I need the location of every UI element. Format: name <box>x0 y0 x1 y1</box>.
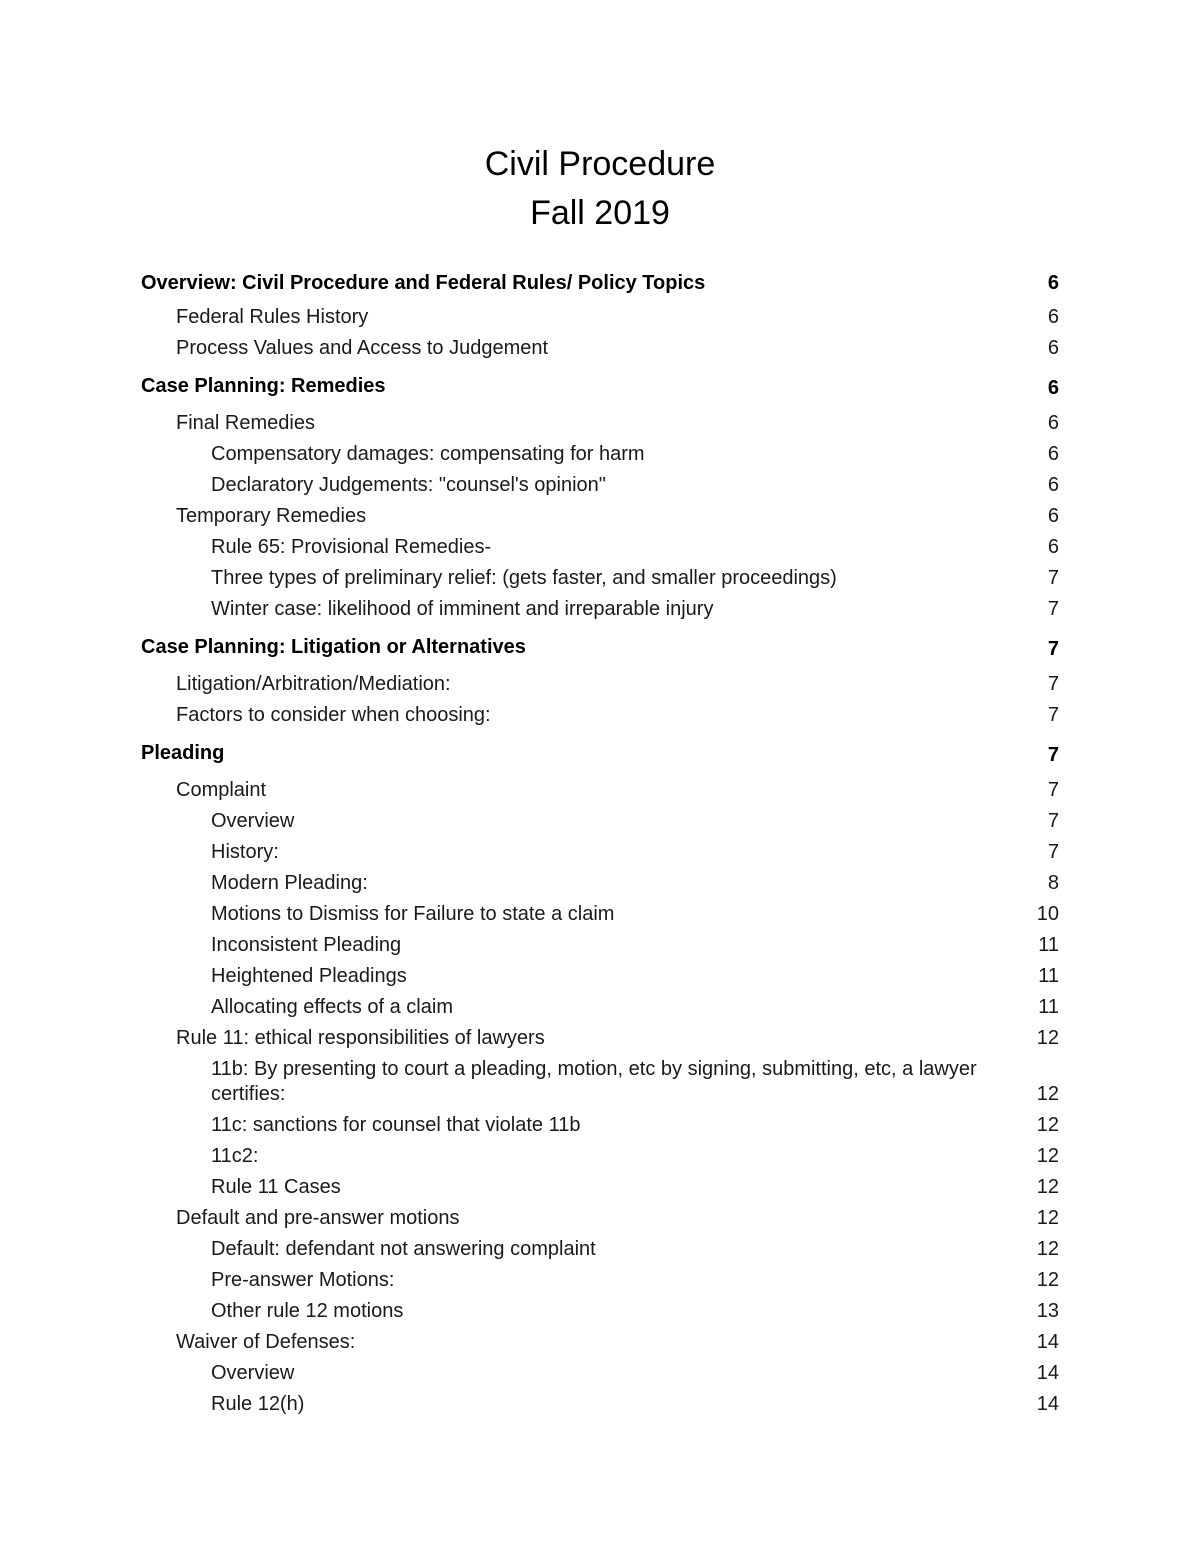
toc-entry[interactable] <box>141 837 1059 868</box>
toc-entry-title[interactable]: Inconsistent Pleading <box>211 934 402 956</box>
toc-entry-title[interactable]: Case Planning: Litigation or Alternatives <box>141 636 526 658</box>
toc-entry-page-number[interactable]: 6 <box>1047 272 1059 294</box>
toc-entry-title[interactable]: Rule 12(h) <box>211 1393 305 1415</box>
toc-entry-page-number[interactable]: 7 <box>1047 841 1059 863</box>
toc-entry-page-number[interactable]: 6 <box>1047 536 1059 558</box>
toc-entry-title[interactable]: Default: defendant not answering complaint <box>211 1238 596 1260</box>
toc-entry-page-number[interactable]: 14 <box>1036 1331 1059 1353</box>
toc-entry[interactable] <box>141 731 1059 775</box>
toc-entry-title[interactable]: Declaratory Judgements: "counsel's opinion" <box>211 474 606 496</box>
toc-entry[interactable] <box>141 439 1059 470</box>
toc-entry-page-number[interactable]: 12 <box>1036 1207 1059 1229</box>
toc-entry-page-number[interactable]: 12 <box>1036 1238 1059 1260</box>
toc-entry[interactable] <box>141 930 1059 961</box>
toc-entry-title[interactable]: 11c2: <box>211 1145 259 1167</box>
toc-entry[interactable] <box>141 775 1059 806</box>
toc-entry-title[interactable]: Temporary Remedies <box>176 505 367 527</box>
toc-entry-title[interactable]: Rule 11 Cases <box>211 1176 341 1198</box>
toc-entry-title[interactable]: Rule 65: Provisional Remedies- <box>211 536 492 558</box>
toc-entry[interactable] <box>141 408 1059 439</box>
toc-entry-page-number[interactable]: 6 <box>1047 505 1059 527</box>
toc-entry-page-number[interactable]: 7 <box>1047 704 1059 726</box>
toc-entry-title[interactable]: Allocating effects of a claim <box>211 996 453 1018</box>
toc-entry[interactable] <box>141 1234 1059 1265</box>
toc-entry-title[interactable]: Federal Rules History <box>176 306 369 328</box>
toc-entry[interactable] <box>141 1023 1059 1054</box>
toc-entry[interactable] <box>141 1054 1059 1110</box>
toc-entry-title[interactable]: 11b: By presenting to court a pleading, motion, etc by signing, submitting, etc, a lawyer certifies: <box>211 1058 977 1105</box>
toc-entry-title[interactable]: 11c: sanctions for counsel that violate 11b <box>211 1114 581 1136</box>
toc-entry-title[interactable]: Winter case: likelihood of imminent and irreparable injury <box>211 598 714 620</box>
toc-entry[interactable] <box>141 1296 1059 1327</box>
toc-entry-title[interactable]: Overview <box>211 810 295 832</box>
toc-entry-title[interactable]: Overview <box>211 1362 295 1384</box>
toc-entry-title[interactable]: Waiver of Defenses: <box>176 1331 356 1353</box>
toc-entry[interactable] <box>141 992 1059 1023</box>
toc-entry[interactable] <box>141 1110 1059 1141</box>
toc-entry-page-number[interactable]: 7 <box>1047 598 1059 620</box>
toc-entry-title[interactable]: Litigation/Arbitration/Mediation: <box>176 673 451 695</box>
toc-entry-title[interactable]: Pre-answer Motions: <box>211 1269 395 1291</box>
toc-entry-page-number[interactable]: 12 <box>1036 1176 1059 1198</box>
document-title: Civil Procedure <box>484 145 716 183</box>
toc-entry-page-number[interactable]: 11 <box>1038 996 1059 1018</box>
toc-entry-page-number[interactable]: 6 <box>1047 306 1059 328</box>
toc-entry-page-number[interactable]: 7 <box>1047 744 1059 766</box>
toc-entry[interactable] <box>141 594 1059 625</box>
toc-entry[interactable] <box>141 961 1059 992</box>
toc-entry-page-number[interactable]: 12 <box>1036 1114 1059 1136</box>
toc-entry-page-number[interactable]: 14 <box>1036 1393 1059 1415</box>
toc-entry[interactable] <box>141 700 1059 731</box>
toc-entry-page-number[interactable]: 7 <box>1047 638 1059 660</box>
toc-entry[interactable] <box>141 1141 1059 1172</box>
toc-entry-page-number[interactable]: 6 <box>1047 474 1059 496</box>
document-subtitle: Fall 2019 <box>530 194 670 232</box>
toc-entry-title[interactable]: Other rule 12 motions <box>211 1300 404 1322</box>
toc-entry[interactable] <box>141 470 1059 501</box>
toc-entry-page-number[interactable]: 7 <box>1047 673 1059 695</box>
toc-entry-page-number[interactable]: 12 <box>1036 1145 1059 1167</box>
toc-entry[interactable] <box>141 1265 1059 1296</box>
toc-entry-title[interactable]: Final Remedies <box>176 412 315 434</box>
document-title-block <box>0 140 1200 238</box>
toc-entry[interactable] <box>141 669 1059 700</box>
toc-entry-title[interactable]: Case Planning: Remedies <box>141 375 386 397</box>
toc-entry-title[interactable]: Modern Pleading: <box>211 872 368 894</box>
toc-entry-page-number[interactable]: 10 <box>1036 903 1059 925</box>
toc-entry[interactable] <box>141 302 1059 333</box>
toc-entry-title[interactable]: Motions to Dismiss for Failure to state a claim <box>211 903 615 925</box>
toc-entry-title[interactable]: Default and pre-answer motions <box>176 1207 460 1229</box>
toc-entry[interactable] <box>141 532 1059 563</box>
toc-entry-title[interactable]: Overview: Civil Procedure and Federal Rules/ Policy Topics <box>141 272 706 294</box>
toc-entry-page-number[interactable]: 11 <box>1038 934 1059 956</box>
toc-entry[interactable] <box>141 364 1059 408</box>
toc-entry-page-number[interactable]: 13 <box>1036 1300 1059 1322</box>
toc-entry[interactable] <box>141 806 1059 837</box>
toc-entry[interactable] <box>141 625 1059 669</box>
toc-entry-page-number[interactable]: 11 <box>1038 965 1059 987</box>
toc-entry-page-number[interactable]: 6 <box>1047 377 1059 399</box>
toc-entry-title[interactable]: Heightened Pleadings <box>211 965 407 987</box>
toc-entry-page-number[interactable]: 6 <box>1047 337 1059 359</box>
toc-entry-title[interactable]: Pleading <box>141 742 225 764</box>
toc-entry-title[interactable]: Three types of preliminary relief: (gets faster, and smaller proceedings) <box>211 567 837 589</box>
toc-entry-page-number[interactable]: 7 <box>1047 567 1059 589</box>
toc-entry-page-number[interactable]: 12 <box>1036 1269 1059 1291</box>
toc-entry[interactable] <box>141 1172 1059 1203</box>
table-of-contents <box>141 268 1059 1420</box>
toc-entry-page-number[interactable]: 12 <box>1036 1027 1059 1049</box>
toc-entry[interactable] <box>141 1327 1059 1358</box>
toc-entry[interactable] <box>141 333 1059 364</box>
toc-entry[interactable] <box>141 1389 1059 1420</box>
toc-entry[interactable] <box>141 563 1059 594</box>
toc-entry-page-number[interactable]: 7 <box>1047 810 1059 832</box>
toc-entry[interactable] <box>141 1203 1059 1234</box>
toc-entry-title[interactable]: Complaint <box>176 779 267 801</box>
toc-entry[interactable] <box>141 1358 1059 1389</box>
toc-entry-page-number[interactable]: 14 <box>1036 1362 1059 1384</box>
toc-entry-title[interactable]: Compensatory damages: compensating for harm <box>211 443 645 465</box>
toc-entry-title[interactable]: Process Values and Access to Judgement <box>176 337 549 359</box>
toc-entry-page-number[interactable]: 12 <box>1036 1083 1059 1105</box>
toc-entry-title[interactable]: Rule 11: ethical responsibilities of lawyers <box>176 1027 545 1049</box>
toc-entry-page-number[interactable]: 6 <box>1047 443 1059 465</box>
toc-entry[interactable] <box>141 501 1059 532</box>
toc-entry-page-number[interactable]: 8 <box>1047 872 1059 894</box>
toc-entry-page-number[interactable]: 6 <box>1047 412 1059 434</box>
toc-entry[interactable] <box>141 268 1059 302</box>
toc-entry[interactable] <box>141 868 1059 899</box>
toc-entry-page-number[interactable]: 7 <box>1047 779 1059 801</box>
toc-entry-title[interactable]: Factors to consider when choosing: <box>176 704 491 726</box>
toc-entry-title[interactable]: History: <box>211 841 279 863</box>
toc-entry[interactable] <box>141 899 1059 930</box>
